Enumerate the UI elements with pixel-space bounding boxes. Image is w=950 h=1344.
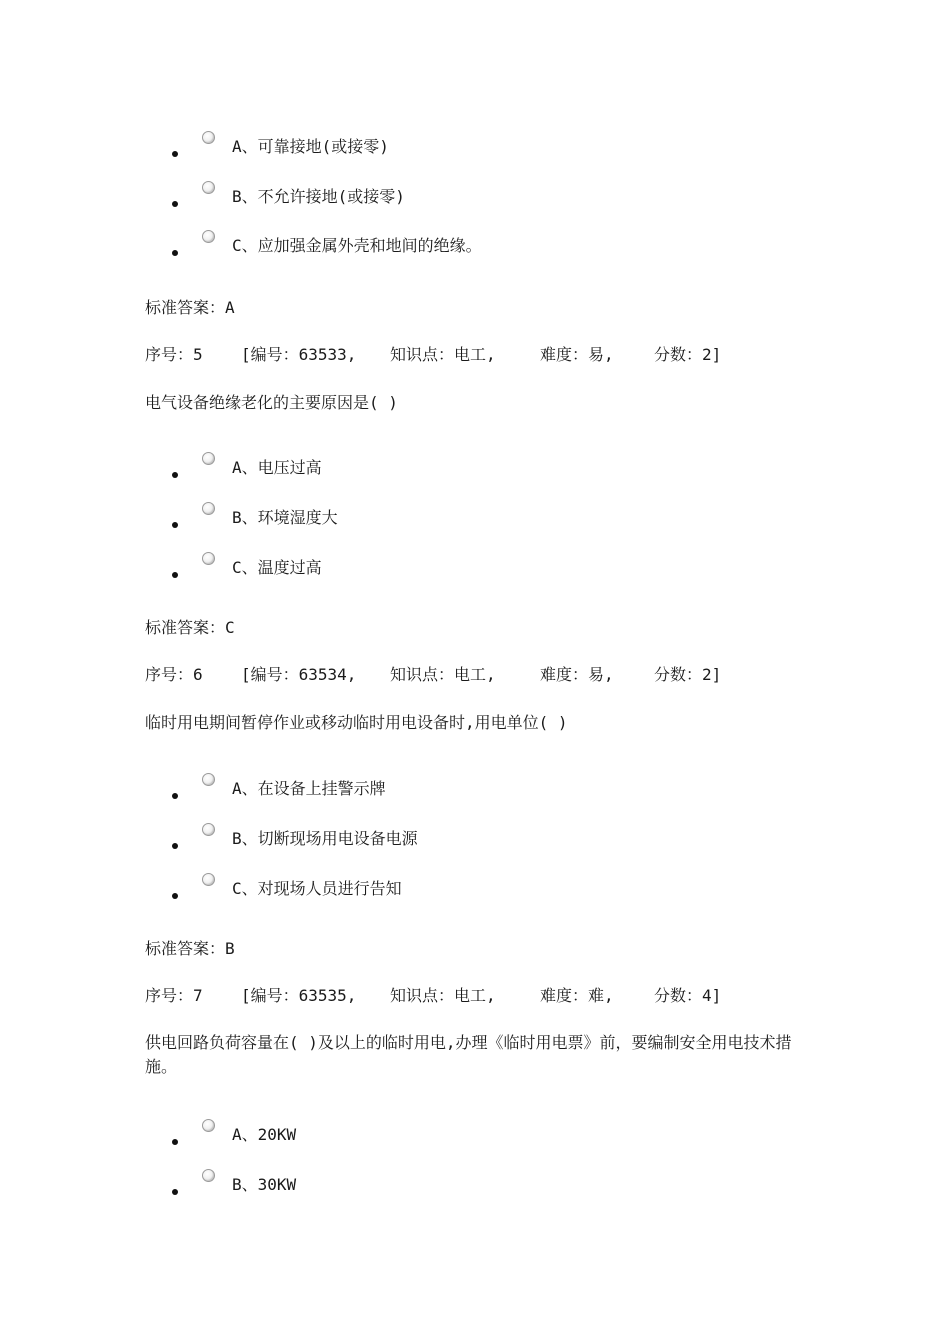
option-q4-a [0,137,950,167]
radio-option-q6-a[interactable] [202,773,215,786]
option-q7-a [0,1125,950,1155]
option-q5-a [0,458,950,488]
bullet [172,250,178,256]
standard-answer-q6: 标准答案：B [145,939,235,958]
score: 分数：2] [654,345,722,364]
option-label: A、电压过高 [232,458,322,477]
seq-number: 序号：5 [145,345,203,364]
option-label: A、可靠接地(或接零) [232,137,389,156]
question-text-q6: 临时用电期间暂停作业或移动临时用电设备时,用电单位( ) [145,713,568,732]
bullet [172,1189,178,1195]
question-meta-q5 [145,345,795,365]
bullet [172,572,178,578]
radio-option-q6-b[interactable] [202,823,215,836]
question-text-q7: 供电回路负荷容量在( )及以上的临时用电,办理《临时用电票》前，要编制安全用电技术措施。 [145,1033,792,1076]
question-meta-q7 [145,986,795,1006]
difficulty: 难度：难, [540,986,614,1005]
option-label: A、在设备上挂警示牌 [232,779,386,798]
standard-answer-q4: 标准答案：A [145,298,235,317]
seq-number: 序号：7 [145,986,203,1005]
option-label: B、切断现场用电设备电源 [232,829,418,848]
option-label: C、应加强金属外壳和地间的绝缘。 [232,236,482,255]
option-label: C、对现场人员进行告知 [232,879,402,898]
radio-option-q5-a[interactable] [202,452,215,465]
knowledge-point: 知识点：电工, [390,665,496,684]
bullet [172,201,178,207]
option-q5-c [0,558,950,588]
difficulty: 难度：易, [540,665,614,684]
standard-answer-q5: 标准答案：C [145,618,235,637]
bullet [172,1139,178,1145]
radio-option-q4-a[interactable] [202,131,215,144]
option-label: B、30KW [232,1175,297,1194]
score: 分数：4] [654,986,722,1005]
option-label: B、不允许接地(或接零) [232,187,405,206]
option-q7-b [0,1175,950,1205]
option-label: C、温度过高 [232,558,322,577]
option-q6-b [0,829,950,859]
item-code: [编号：63533, [241,345,357,364]
bullet [172,151,178,157]
bullet [172,472,178,478]
knowledge-point: 知识点：电工, [390,345,496,364]
radio-option-q7-b[interactable] [202,1169,215,1182]
option-q5-b [0,508,950,538]
radio-option-q5-c[interactable] [202,552,215,565]
radio-option-q6-c[interactable] [202,873,215,886]
radio-option-q4-b[interactable] [202,181,215,194]
bullet [172,522,178,528]
difficulty: 难度：易, [540,345,614,364]
radio-option-q4-c[interactable] [202,230,215,243]
question-meta-q6 [145,665,795,685]
radio-option-q5-b[interactable] [202,502,215,515]
option-q4-c [0,236,950,266]
item-code: [编号：63535, [241,986,357,1005]
radio-option-q7-a[interactable] [202,1119,215,1132]
option-q4-b [0,187,950,217]
knowledge-point: 知识点：电工, [390,986,496,1005]
option-q6-a [0,779,950,809]
option-q6-c [0,879,950,909]
score: 分数：2] [654,665,722,684]
option-label: B、环境湿度大 [232,508,338,527]
question-text-q5: 电气设备绝缘老化的主要原因是( ) [145,393,398,412]
bullet [172,793,178,799]
item-code: [编号：63534, [241,665,357,684]
option-label: A、20KW [232,1125,297,1144]
bullet [172,893,178,899]
bullet [172,843,178,849]
seq-number: 序号：6 [145,665,203,684]
